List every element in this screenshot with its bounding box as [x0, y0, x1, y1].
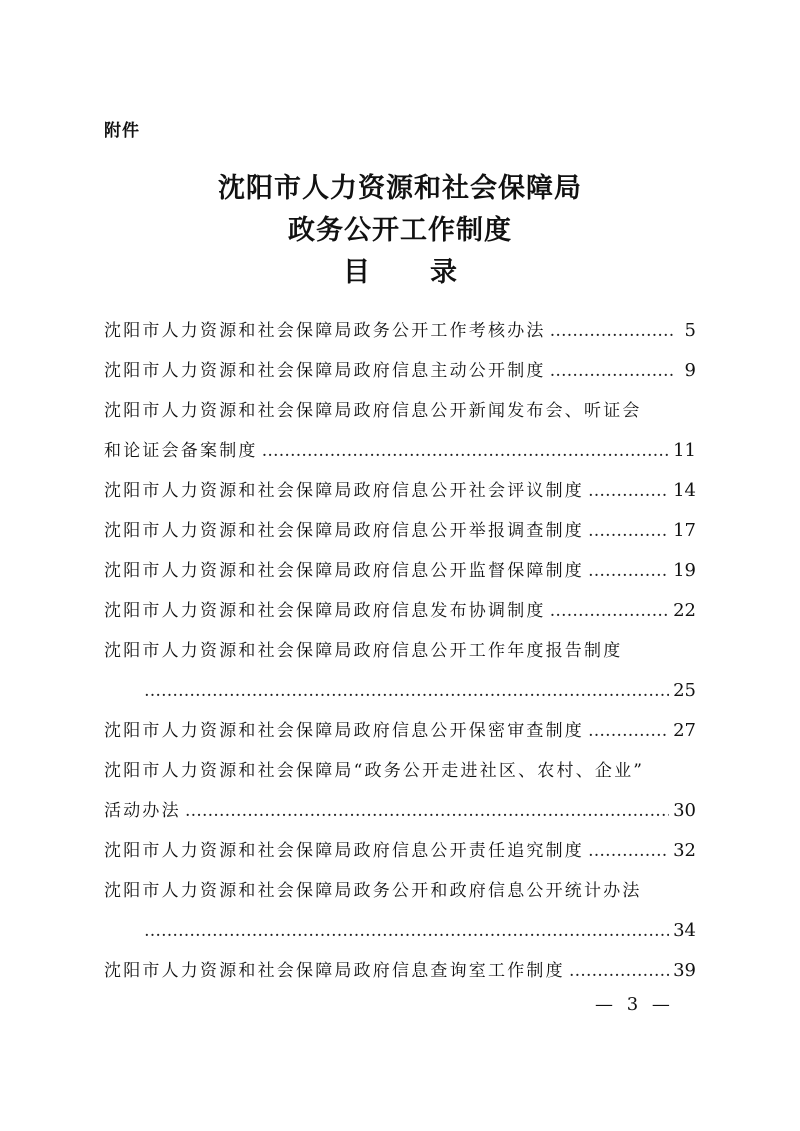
toc-entry-text: 沈阳市人力资源和社会保障局政府信息公开工作年度报告制度: [104, 641, 623, 661]
toc-leader-dots: [185, 791, 669, 831]
toc-entry-page: 22: [673, 600, 696, 621]
toc-entry-text: 沈阳市人力资源和社会保障局政府信息公开举报调查制度: [104, 521, 584, 541]
toc-leader-dots: [550, 591, 669, 631]
toc-entry-text: 沈阳市人力资源和社会保障局政务公开工作考核办法: [104, 321, 546, 341]
toc-entry-page: 17: [673, 520, 696, 541]
page-number: — 3 —: [595, 994, 674, 1015]
toc-leader-dots: [588, 551, 669, 591]
toc-entry-page: 27: [673, 720, 696, 741]
toc-entry-annual-report-line-2: [104, 671, 696, 711]
toc-leader-dots: [588, 711, 669, 751]
toc-entry-accountability: [104, 831, 696, 871]
toc-entry-page: 39: [673, 960, 696, 981]
toc-leader-dots: [569, 951, 669, 991]
document-title-line-1: 沈阳市人力资源和社会保障局: [218, 173, 582, 204]
toc-entry-social-evaluation: [104, 471, 696, 511]
toc-entry-page: 25: [673, 680, 696, 701]
toc-entry-text: 沈阳市人力资源和社会保障局政府信息公开责任追究制度: [104, 841, 584, 861]
toc-entry-page: 9: [684, 360, 696, 381]
toc-entry-text: 沈阳市人力资源和社会保障局政府信息发布协调制度: [104, 601, 546, 621]
toc-leader-dots: [588, 831, 669, 871]
toc-entry-release-coordination: [104, 591, 696, 631]
toc-entry-press-conference-line-1: [104, 391, 696, 431]
toc-leader-dots: [588, 471, 669, 511]
toc-leader-dots: [588, 511, 669, 551]
toc-entry-statistics-line-2: [104, 911, 696, 951]
toc-entry-supervision: [104, 551, 696, 591]
toc-leader-dots: [144, 911, 669, 951]
toc-entry-page: 32: [673, 840, 696, 861]
toc-heading: 目录: [343, 257, 517, 288]
toc-entry-page: 19: [673, 560, 696, 581]
toc-entry-page: 5: [684, 320, 696, 341]
toc-entry-text: 沈阳市人力资源和社会保障局“政务公开走进社区、农村、企业”: [104, 761, 645, 781]
toc-entry-text: 沈阳市人力资源和社会保障局政府信息公开新闻发布会、听证会: [104, 401, 642, 421]
toc-entry-page: 11: [673, 440, 696, 461]
toc-entry-text: 沈阳市人力资源和社会保障局政府信息公开保密审查制度: [104, 721, 584, 741]
toc-entry-text: 沈阳市人力资源和社会保障局政务公开和政府信息公开统计办法: [104, 881, 642, 901]
toc-entry-press-conference-line-2: [104, 431, 696, 471]
toc-leader-dots: [262, 431, 669, 471]
toc-entry-text: 沈阳市人力资源和社会保障局政府信息主动公开制度: [104, 361, 546, 381]
toc-entry-text: 沈阳市人力资源和社会保障局政府信息公开监督保障制度: [104, 561, 584, 581]
toc-leader-dots: [550, 351, 674, 391]
toc-entry-community-outreach-line-2: [104, 791, 696, 831]
toc-entry-text: 活动办法: [104, 801, 181, 821]
toc-leader-dots: [144, 671, 669, 711]
toc-entry-confidentiality-review: [104, 711, 696, 751]
toc-entry-community-outreach-line-1: [104, 751, 696, 791]
toc-entry-text: 和论证会备案制度: [104, 441, 258, 461]
toc-entry-page: 14: [673, 480, 696, 501]
toc-entry-statistics-line-1: [104, 871, 696, 911]
toc-entry-query-room: [104, 951, 696, 991]
table-of-contents: [104, 311, 696, 991]
toc-entry-proactive-disclosure: [104, 351, 696, 391]
toc-entry-assessment: [104, 311, 696, 351]
toc-entry-annual-report-line-1: [104, 631, 696, 671]
toc-entry-page: 30: [673, 800, 696, 821]
toc-entry-text: 沈阳市人力资源和社会保障局政府信息查询室工作制度: [104, 961, 565, 981]
attachment-label: 附件: [104, 121, 140, 141]
toc-entry-report-investigation: [104, 511, 696, 551]
toc-leader-dots: [550, 311, 674, 351]
toc-entry-page: 34: [673, 920, 696, 941]
toc-entry-text: 沈阳市人力资源和社会保障局政府信息公开社会评议制度: [104, 481, 584, 501]
document-title-line-2: 政务公开工作制度: [288, 215, 512, 246]
